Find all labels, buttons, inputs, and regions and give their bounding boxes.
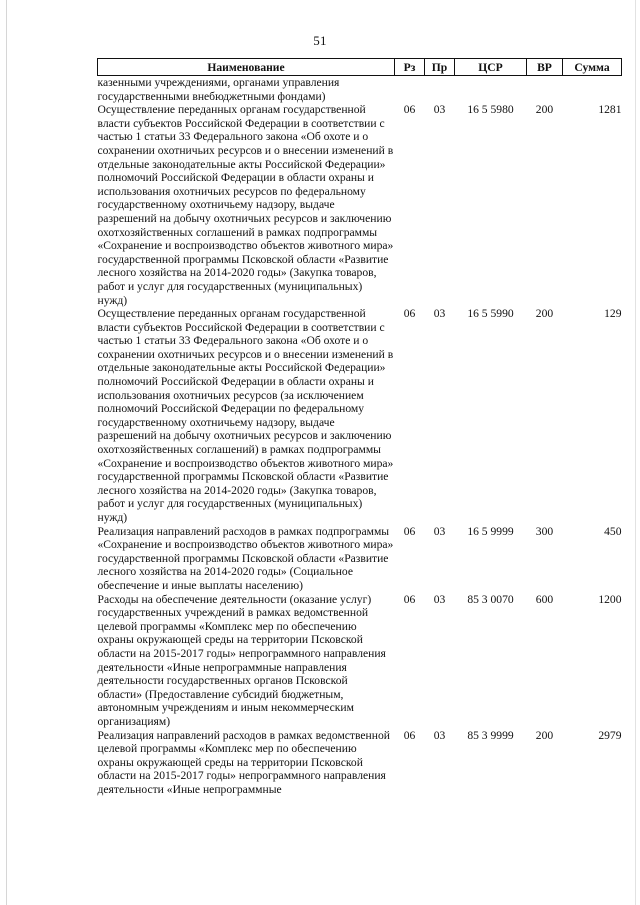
row-pr: 03 [433,103,446,117]
row-rz: 06 [403,103,416,117]
row-pr: 03 [433,524,446,538]
header-pr: Пр [425,59,455,76]
continued-text: казенными учреждениями, органами управления государственными внебюджетными фондами) [97,76,340,103]
row-csr: 16 5 5980 [467,103,514,117]
row-name: Осуществление переданных органам государственной власти субъектов Российской Федерации в соответствии с частью 1 статьи 33 Федерального закона «Об охоте и о сохранении охотничьих ресурсов и о внесении изменений в отдельные законодательные акты Российской Федерации» полномочий Российской Федерации в области охраны и использования охотничьих ресурсов (за исключением полномочий Российской Федерации по федеральному государственному охотничьему надзору, выдаче разрешений на добычу охотничьих ресурсов и заключению охотхозяйственных соглашений) в рамках подпрограммы «Сохранение и воспроизводство объектов животного мира» государственной программы Псковской области «Развитие лесного хозяйства на 2014-2020 годы» (Закупка товаров, работ и услуг для государственных (муниципальных) нужд) [97,307,394,524]
scan-edge-left [6,0,7,905]
row-vr: 300 [535,524,554,538]
row-name: Расходы на обеспечение деятельности (оказание услуг) государственных учреждений в рамках ведомственной целевой программы «Комплекс мер по обеспечению охраны окружающей среды на территории Псковской области на 2015-2017 годы» непрограммного направления деятельности «Иные непрограммные направления деятельности государственных органов Псковской области» (Предоставление субсидий бюджетным, автономным учреждениям и иным некоммерческим организациям) [97,592,386,728]
table-header-row [98,59,622,76]
row-pr: 03 [433,592,446,606]
row-vr: 600 [535,592,554,606]
row-rz: 06 [403,524,416,538]
header-csr: ЦСР [455,59,527,76]
row-rz: 06 [403,728,416,742]
table-row [98,307,622,525]
row-name: Реализация направлений расходов в рамках ведомственной целевой программы «Комплекс мер по обеспечению охраны окружающей среды на территории Псковской области на 2015-2017 годы» непрограммного направления деятельности «Иные непрограммные [97,728,390,796]
header-name: Наименование [98,59,395,76]
header-rz: Рз [395,59,425,76]
row-csr: 85 3 9999 [467,728,514,742]
row-csr: 85 3 0070 [467,592,514,606]
row-rz: 06 [403,592,416,606]
row-vr: 200 [535,728,554,742]
row-csr: 16 5 9999 [467,524,514,538]
row-sum: 129 [604,307,622,321]
scan-edge-right [635,0,636,905]
row-name: Осуществление переданных органам государственной власти субъектов Российской Федерации в соответствии с частью 1 статьи 33 Федерального закона «Об охоте и о сохранении охотничьих ресурсов и о внесении изменений в отдельные законодательные акты Российской Федерации» полномочий Российской Федерации в области охраны и использования охотничьих ресурсов по федеральному государственному охотничьему надзору, выдаче разрешений на добычу охотничьих ресурсов и заключению охотхозяйственных соглашений в рамках подпрограммы «Сохранение и воспроизводство объектов животного мира» государственной программы Псковской области «Развитие лесного хозяйства на 2014-2020 годы» (Закупка товаров, работ и услуг для государственных (муниципальных) нужд) [97,103,394,307]
table-row [98,525,622,593]
row-rz: 06 [403,307,416,321]
page-number: 51 [313,33,327,48]
row-pr: 03 [433,307,446,321]
row-sum: 1281 [598,103,622,117]
table-row [98,729,622,797]
header-vr: ВР [527,59,563,76]
table-row [98,593,622,729]
row-sum: 450 [604,524,622,538]
row-name: Реализация направлений расходов в рамках подпрограммы «Сохранение и воспроизводство объектов животного мира» государственной программы Псковской области «Развитие лесного хозяйства на 2014-2020 годы» (Социальное обеспечение и иные выплаты населению) [97,524,394,592]
row-pr: 03 [433,728,446,742]
row-vr: 200 [535,103,554,117]
row-sum: 2979 [598,728,622,742]
row-csr: 16 5 5990 [467,307,514,321]
table-row-continued [98,76,622,104]
header-sum: Сумма [563,59,622,76]
budget-table [97,58,622,796]
row-vr: 200 [535,307,554,321]
row-sum: 1200 [598,592,622,606]
table-row [98,103,622,307]
